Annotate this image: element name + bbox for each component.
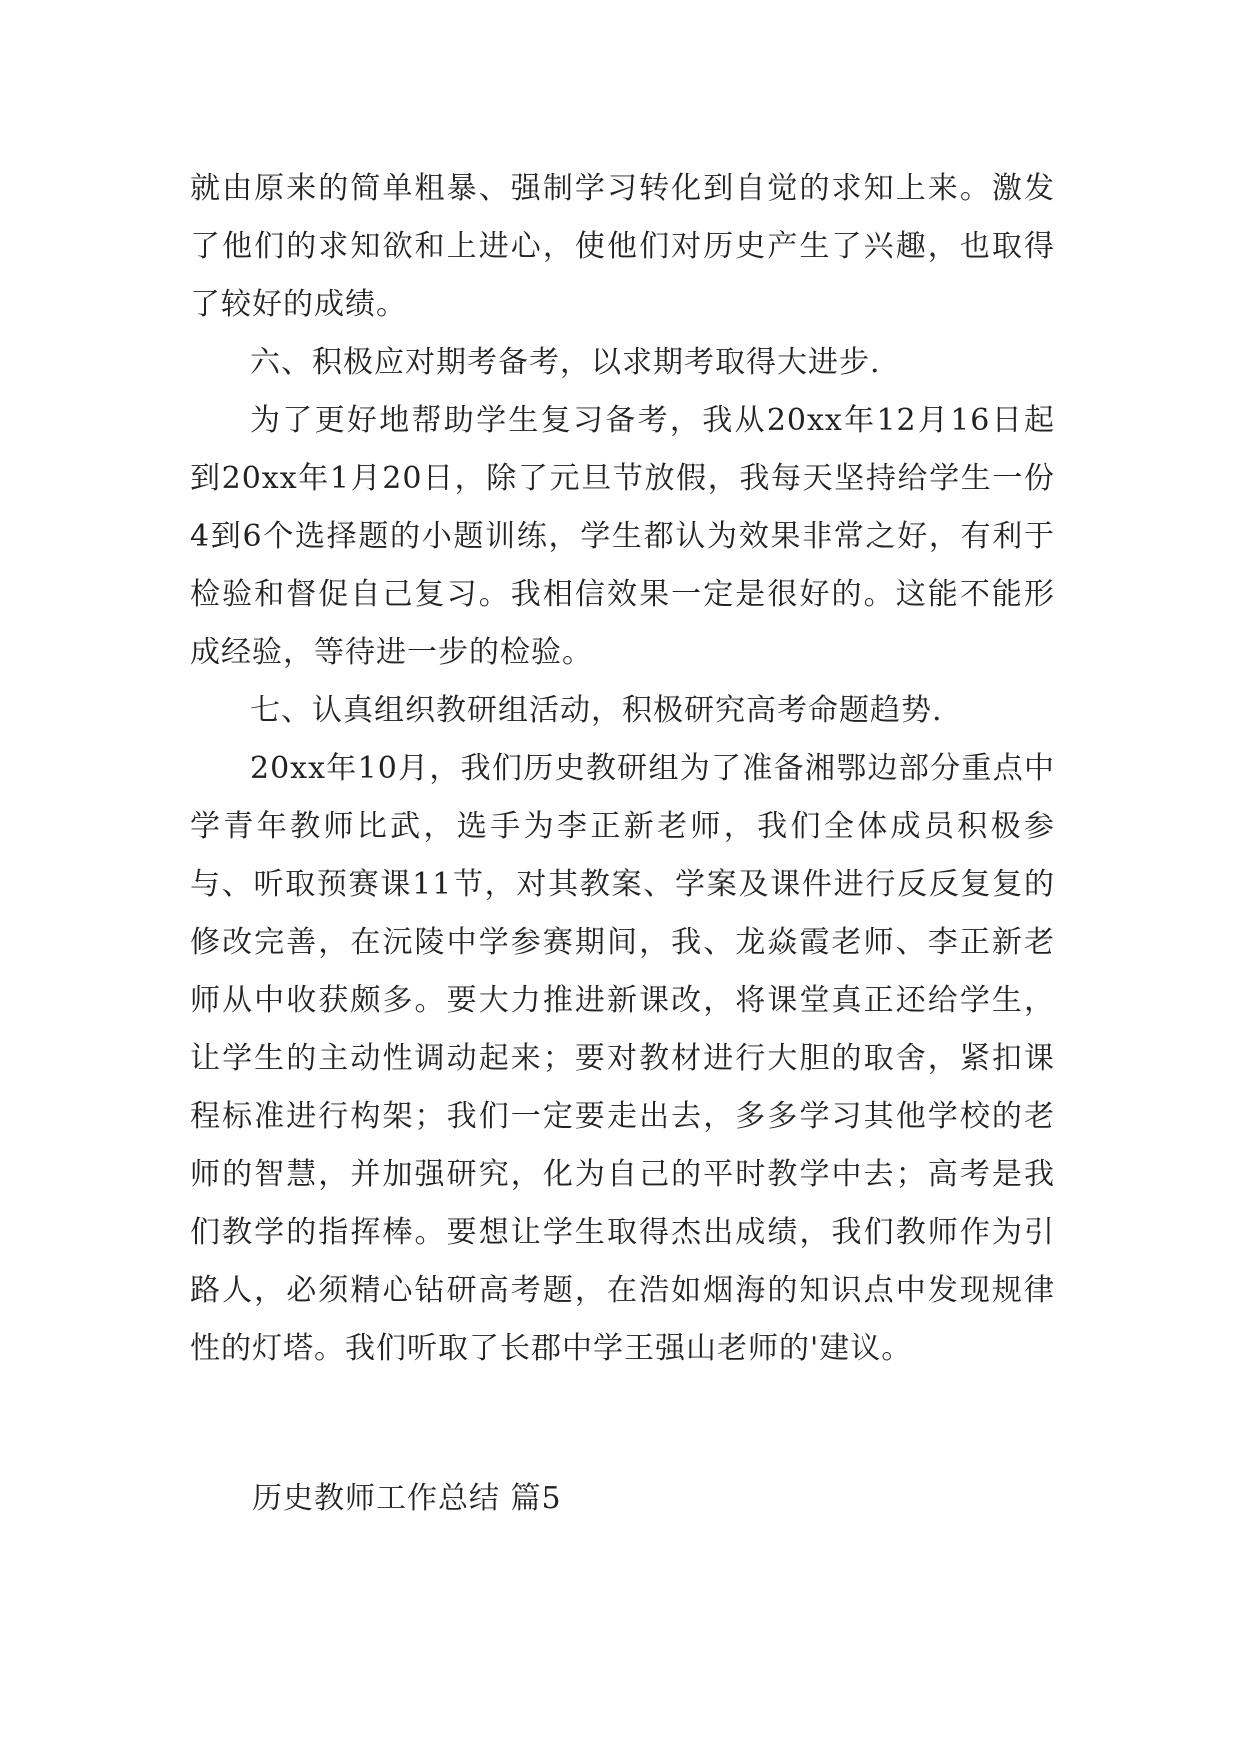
heading-six: 六、积极应对期考备考，以求期考取得大进步. (250, 345, 881, 380)
paragraph-review: 为了更好地帮助学生复习备考，我从20xx年12月16日起到20xx年1月20日，除了元旦节放假，我每天坚持给学生一份4到6个选择题的小题训练，学生都认为效果非常之好，有利于检验和督促自己复习。我相信效果一定是很好的。这能不能形成经验，等待进一步的检验。 (190, 403, 1055, 670)
section-title: 历史教师工作总结 篇5 (252, 1481, 562, 1516)
paragraph-research: 20xx年10月，我们历史教研组为了准备湘鄂边部分重点中学青年教师比武，选手为李正新老师，我们全体成员积极参与、听取预赛课11节，对其教案、学案及课件进行反反复复的修改完善，在沅陵中学参赛期间，我、龙焱霞老师、李正新老师从中收获颇多。要大力推进新课改，将课堂真正还给学生，让学生的主动性调动起来；要对教材进行大胆的取舍，紧扣课程标准进行构架；我们一定要走出去，多多学习其他学校的老师的智慧，并加强研究，化为自己的平时教学中去；高考是我们教学的指挥棒。要想让学生取得杰出成绩，我们教师作为引路人，必须精心钻研高考题，在浩如烟海的知识点中发现规律性的灯塔。我们听取了长郡中学王强山老师的'建议。 (190, 751, 1055, 1366)
document-body (190, 160, 1055, 1378)
heading-seven: 七、认真组织教研组活动，积极研究高考命题趋势. (250, 693, 943, 728)
paragraph-continuation: 就由原来的简单粗暴、强制学习转化到自觉的求知上来。激发了他们的求知欲和上进心，使他们对历史产生了兴趣，也取得了较好的成绩。 (190, 171, 1055, 322)
